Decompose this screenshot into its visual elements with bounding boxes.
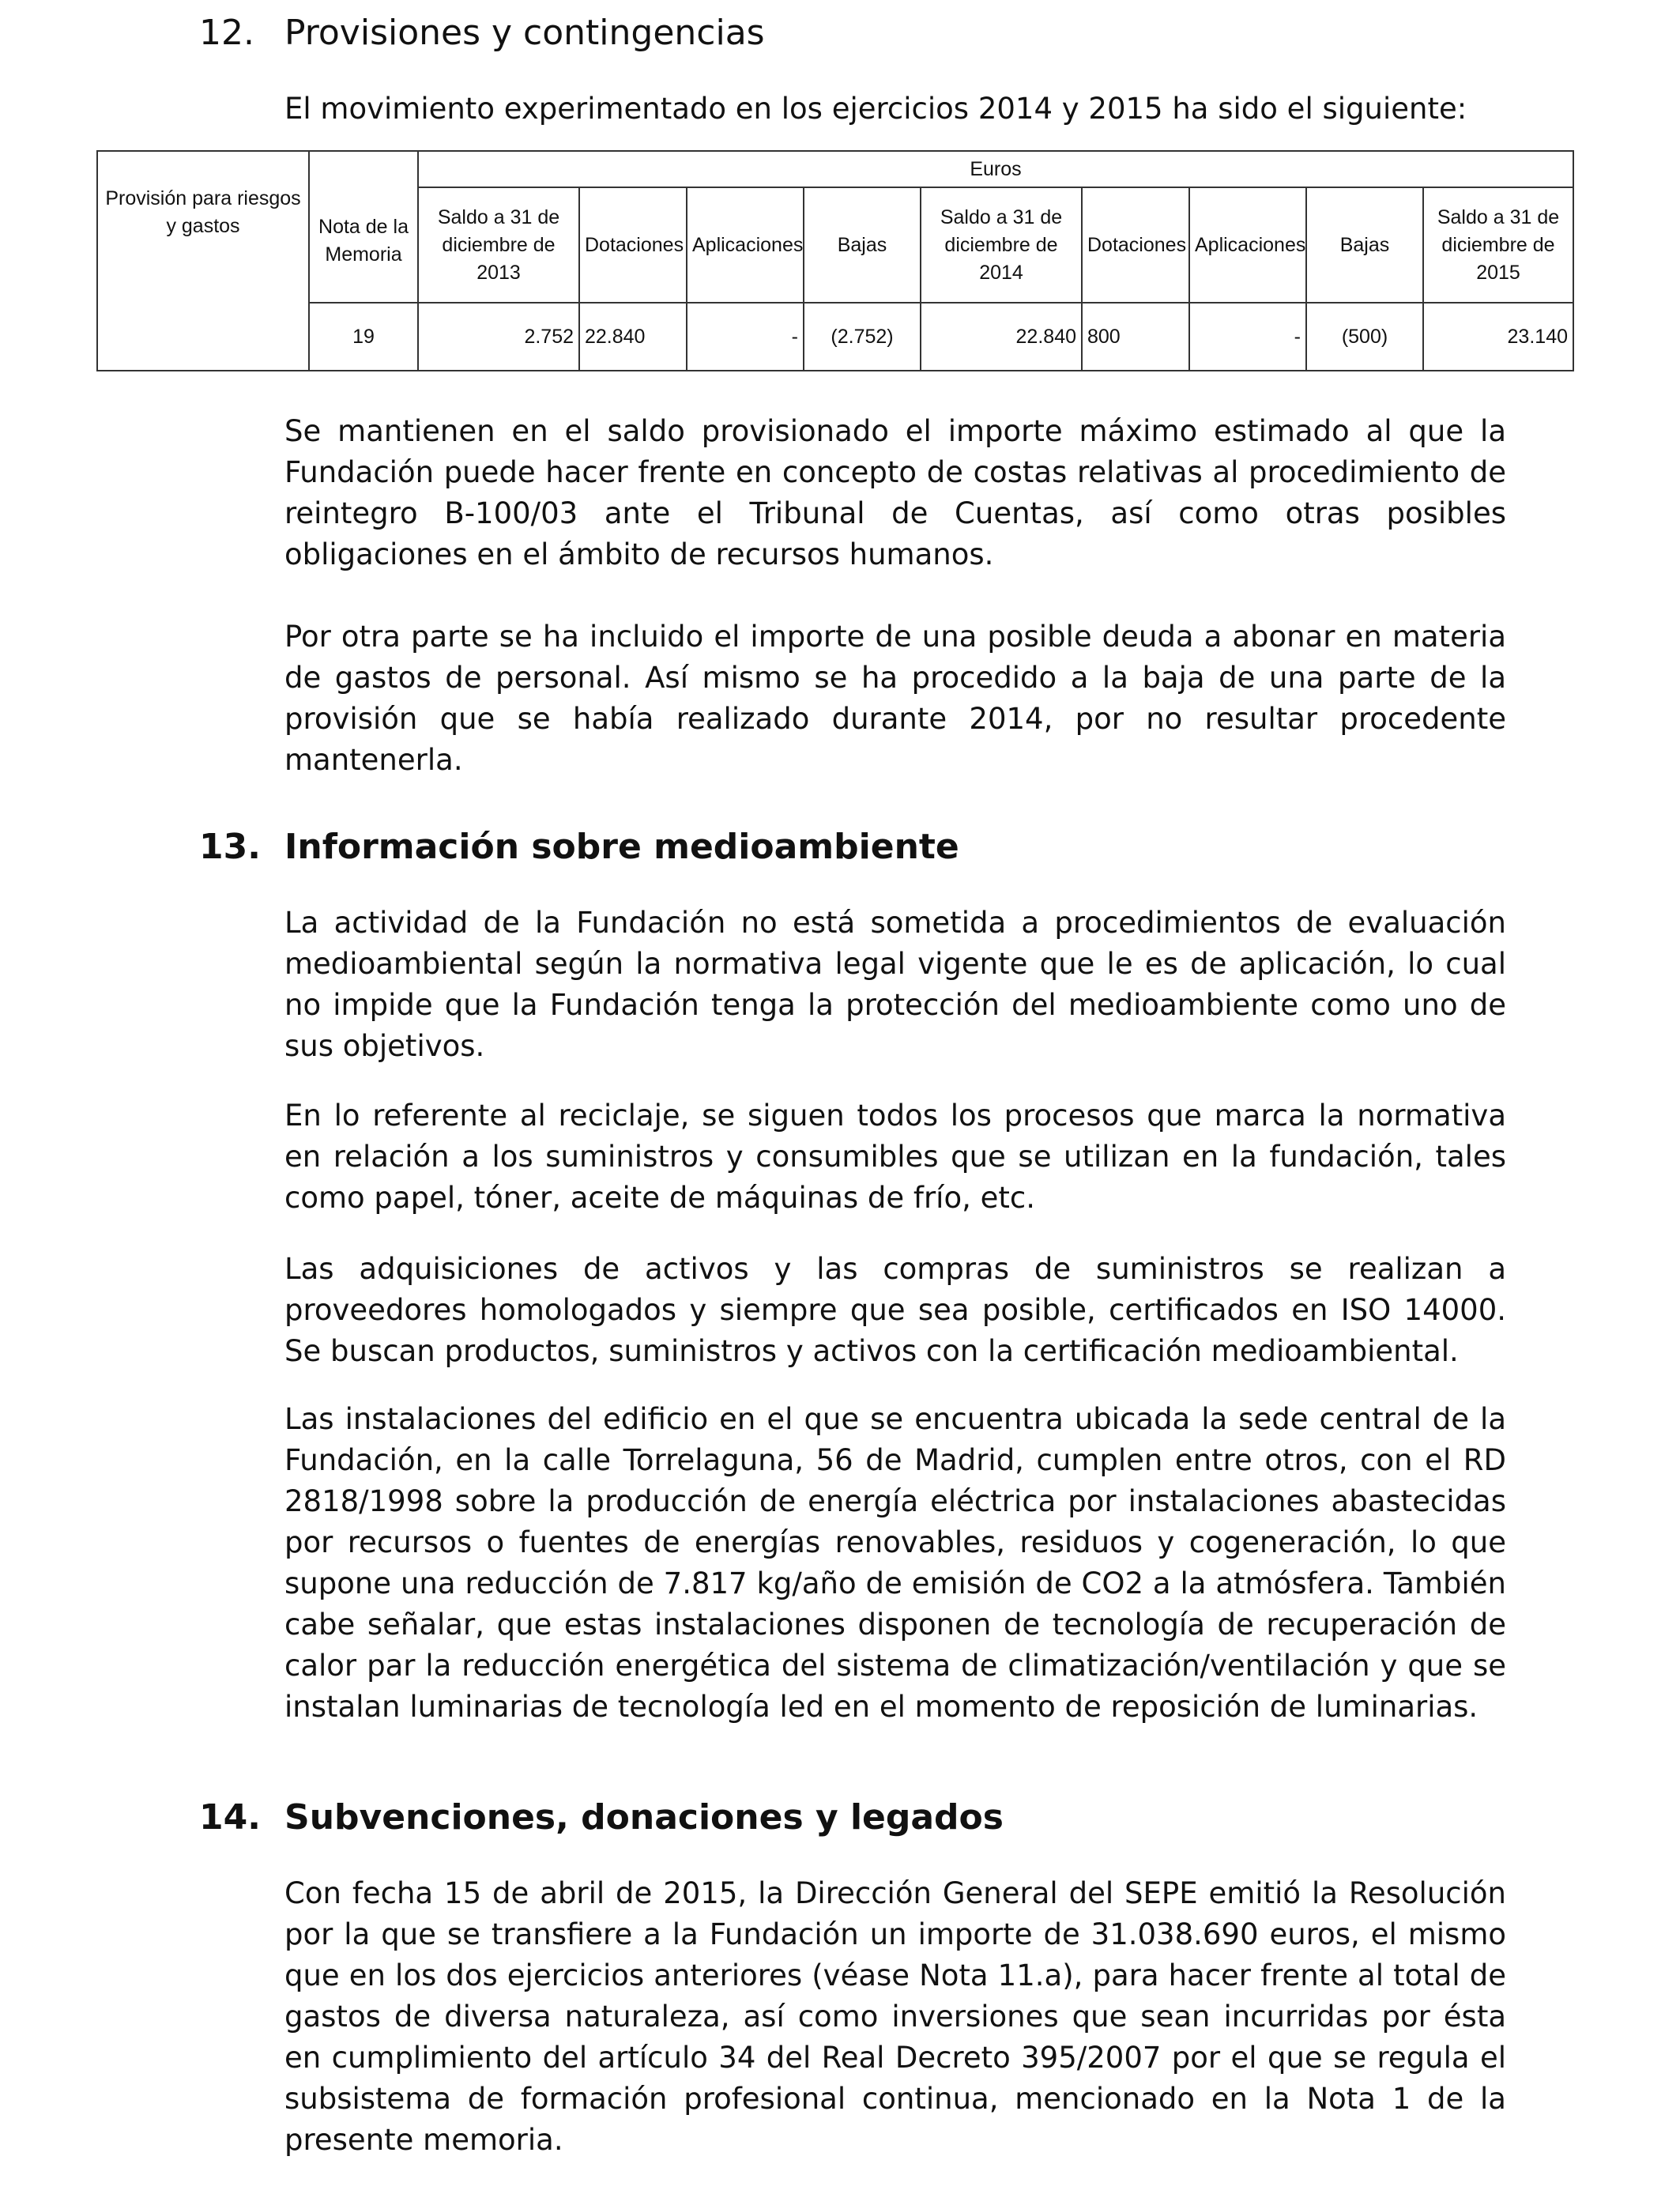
table-cell: -: [687, 303, 804, 371]
table-cell: 2.752: [418, 303, 579, 371]
column-header: Saldo a 31 de diciembre de 2015: [1423, 187, 1573, 303]
row-label-cell: [97, 151, 309, 371]
column-header: Saldo a 31 de diciembre de 2013: [418, 187, 579, 303]
row-label: Provisión para riesgos y gastos: [105, 187, 301, 237]
column-header: Bajas: [804, 187, 921, 303]
section-title: Provisiones y contingencias: [284, 13, 765, 53]
section-title: Subvenciones, donaciones y legados: [284, 1797, 1004, 1838]
paragraph: Las adquisiciones de activos y las compras de suministros se realizan a proveedores homologados y siempre que sea posible, certificados en ISO 14000. Se buscan productos, suministros y activos con la certificación medioambiental.: [284, 1252, 1506, 1368]
paragraph: Se mantienen en el saldo provisionado el importe máximo estimado al que la Fundación puede hacer frente en concepto de costas relativas al procedimiento de reintegro B-100/03 ante el Tribunal de Cuentas, así como otras posibles obligaciones en el ámbito de recursos humanos.: [284, 414, 1506, 571]
section-number: 14.: [199, 1797, 261, 1838]
table-cell: -: [1189, 303, 1306, 371]
paragraph: La actividad de la Fundación no está sometida a procedimientos de evaluación medioambiental según la normativa legal vigente que le es de aplicación, lo cual no impide que la Fundación tenga la protección del medioambiente como uno de sus objetivos.: [284, 906, 1506, 1063]
table-header-row: [97, 151, 1573, 187]
paragraph: En lo referente al reciclaje, se siguen todos los procesos que marca la normativa en relación a los suministros y consumibles que se utilizan en la fundación, tales como papel, tóner, aceite de máquinas de frío, etc.: [284, 1099, 1506, 1215]
table-row: [97, 303, 1573, 371]
provisions-table: [96, 150, 1574, 371]
table-cell: (500): [1306, 303, 1423, 371]
column-header: Aplicaciones: [1189, 187, 1306, 303]
paragraph: Con fecha 15 de abril de 2015, la Dirección General del SEPE emitió la Resolución por la que se transfiere a la Fundación un importe de 31.038.690 euros, el mismo que en los dos ejercicios anteriores (véase Nota 11.a), para hacer frente al total de gastos de diversa naturaleza, así como inversiones que sean incurridas por ésta en cumplimiento del artículo 34 del Real Decreto 395/2007 por el que se regula el subsistema de formación profesional continua, mencionado en la Nota 1 de la presente memoria.: [284, 1876, 1506, 2157]
column-header: Dotaciones: [1082, 187, 1189, 303]
section-title: Información sobre medioambiente: [284, 827, 959, 867]
table-cell: (2.752): [804, 303, 921, 371]
nota-header: [309, 151, 418, 303]
table-cell: 22.840: [921, 303, 1082, 371]
column-header: Aplicaciones: [687, 187, 804, 303]
section-14-heading: [199, 1796, 1004, 1840]
column-header: Dotaciones: [579, 187, 687, 303]
table-cell: 23.140: [1423, 303, 1573, 371]
section-number: 13.: [199, 827, 261, 867]
column-header: Saldo a 31 de diciembre de 2014: [921, 187, 1082, 303]
paragraph: Las instalaciones del edificio en el que se encuentra ubicada la sede central de la Fundación, en la calle Torrelaguna, 56 de Madrid, cumplen entre otros, con el RD 2818/1998 sobre la producción de energía eléctrica por instalaciones abastecidas por recursos o fuentes de energías renovables, residuos y cogeneración, lo que supone una reducción de 7.817 kg/año de emisión de CO2 a la atmósfera. También cabe señalar, que estas instalaciones disponen de tecnología de recuperación de calor par la reducción energética del sistema de climatización/ventilación y que se instalan luminarias de tecnología led en el momento de reposición de luminarias.: [284, 1402, 1506, 1724]
section-number: 12.: [199, 13, 254, 53]
euros-group-header: Euros: [418, 151, 1573, 187]
nota-header-label: Nota de la Memoria: [318, 216, 409, 266]
section-12-intro: El movimiento experimentado en los ejercicios 2014 y 2015 ha sido el siguiente:: [284, 92, 1467, 126]
table-cell-nota: 19: [309, 303, 418, 371]
section-12-heading: [199, 11, 765, 55]
section-13-heading: [199, 825, 959, 869]
column-header: Bajas: [1306, 187, 1423, 303]
table-cell: 22.840: [579, 303, 687, 371]
table-cell: 800: [1082, 303, 1189, 371]
paragraph: Por otra parte se ha incluido el importe de una posible deuda a abonar en materia de gastos de personal. Así mismo se ha procedido a la baja de una parte de la provisión que se había realizado durante 2014, por no resultar procedente mantenerla.: [284, 620, 1506, 777]
